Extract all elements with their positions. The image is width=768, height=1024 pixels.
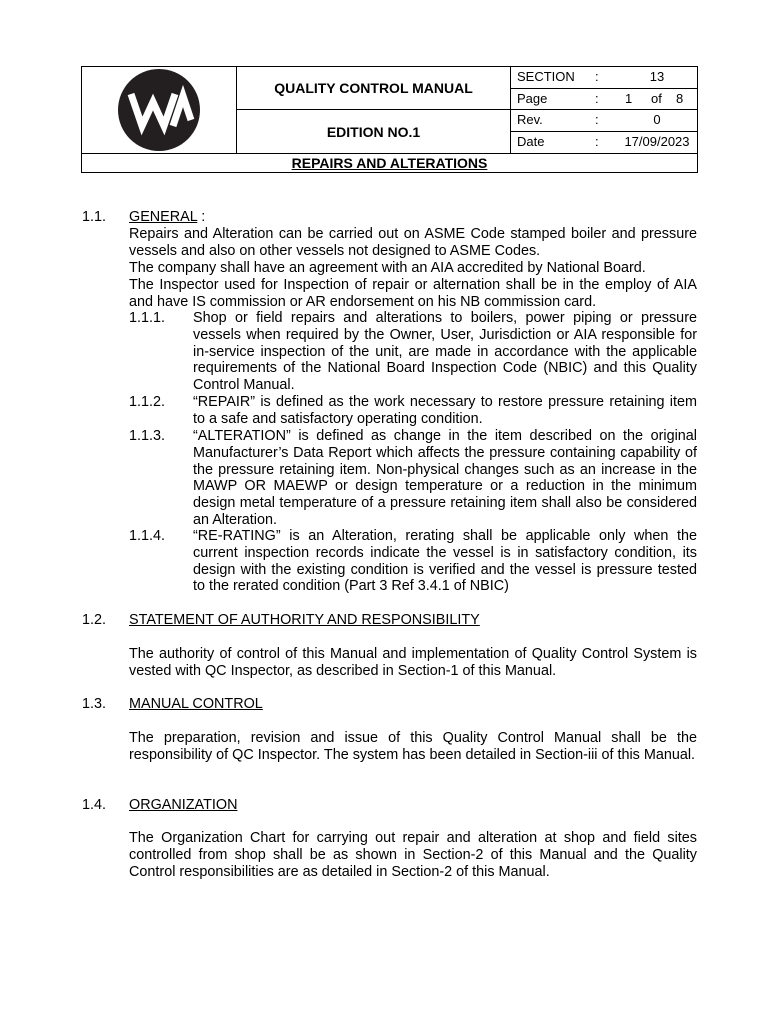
document-meta — [510, 67, 697, 153]
paragraph: The authority of control of this Manual and implementation of Quality Control System is vested with QC Inspector, as described in Section-1 of this Manual. — [129, 646, 697, 679]
page-label: Page — [517, 90, 548, 106]
item-text: “ALTERATION” is defined as change in the item described on the original Manufacturer’s Data Report which affects the pressure containing capability of the pressure retaining item. Non-physical changes such as an increase in the MAWP OR MAEWP or design temperature or a reduction in the minimum design metal temperature of a pressure retaining item shall also be considered an Alteration. — [193, 428, 697, 528]
section-heading-manual-control: MANUAL CONTROL — [129, 696, 263, 712]
heading-colon: : — [197, 209, 206, 225]
paragraph: The preparation, revision and issue of this Quality Control Manual shall be the responsibility of QC Inspector. The system has been detailed in Section-iii of this Manual. — [129, 730, 697, 763]
edition-label: EDITION NO.1 — [326, 123, 421, 140]
paragraph: The company shall have an agreement with an AIA accredited by National Board. — [129, 260, 646, 276]
meta-date — [511, 132, 697, 154]
document-header — [81, 66, 698, 173]
section-subtitle — [82, 153, 697, 172]
section-heading-authority: STATEMENT OF AUTHORITY AND RESPONSIBILITY — [129, 612, 480, 628]
manual-title: QUALITY CONTROL MANUAL — [237, 67, 510, 110]
meta-section — [511, 67, 697, 89]
section-label: SECTION — [517, 69, 575, 84]
section-heading-organization: ORGANIZATION — [129, 797, 238, 813]
meta-page — [511, 89, 697, 111]
item-number: 1.1.1. — [129, 310, 166, 326]
paragraph: Repairs and Alteration can be carried out on ASME Code stamped boiler and pressure vessels and also on other vessels not designed to ASME Codes. — [129, 226, 697, 259]
item-number: 1.1.2. — [129, 394, 166, 410]
item-number: 1.1.4. — [129, 528, 166, 544]
section-number: 1.3. — [82, 696, 107, 712]
item-text: Shop or field repairs and alterations to boilers, power piping or pressure vessels when required by the Owner, User, Jurisdiction or AIA responsible for in-service inspection of the unit, are made in accordance with the applicable requirements of the National Board Inspection Code (NBIC) and this Quality Control Manual. — [193, 310, 697, 394]
rev-label: Rev. — [517, 112, 543, 127]
meta-rev — [511, 110, 697, 132]
heading-text: GENERAL — [129, 209, 198, 225]
company-logo — [115, 68, 203, 152]
date-value: 17/09/2023 — [624, 133, 690, 149]
logo-cell — [82, 67, 237, 153]
colon: : — [595, 90, 599, 106]
colon: : — [595, 69, 599, 84]
date-label: Date — [517, 133, 545, 149]
section-number: 1.2. — [82, 612, 107, 628]
colon: : — [595, 133, 599, 149]
section-heading-general — [129, 209, 205, 226]
item-text: “RE-RATING” is an Alteration, rerating shall be applicable only when the current inspection records indicate the vessel is in satisfactory condition, its design with the existing condition is verified and the vessel is pressure tested to the rerated condition (Part 3 Ref 3.4.1 of NBIC) — [193, 528, 697, 595]
colon: : — [595, 112, 599, 127]
paragraph: The Inspector used for Inspection of repair or alternation shall be in the employ of AIA and have IS commission or AR endorsement on his NB commission card. — [129, 277, 697, 310]
page-of: of — [651, 90, 662, 106]
section-number: 1.4. — [82, 797, 107, 813]
paragraph: The Organization Chart for carrying out repair and alteration at shop and field sites controlled from shop shall be as shown in Section-2 of this Manual and the Quality Control responsibilities are as detailed in Section-2 of this Manual. — [129, 830, 697, 880]
page-total: 8 — [676, 90, 684, 106]
subtitle-text: REPAIRS AND ALTERATIONS — [291, 155, 488, 171]
item-number: 1.1.3. — [129, 428, 166, 444]
rev-value: 0 — [653, 112, 661, 127]
page-value: 1 — [625, 90, 633, 106]
section-value: 13 — [649, 69, 665, 84]
item-text: “REPAIR” is defined as the work necessary to restore pressure retaining item to a safe and satisfactory operating condition. — [193, 394, 697, 427]
section-number: 1.1. — [82, 209, 107, 225]
